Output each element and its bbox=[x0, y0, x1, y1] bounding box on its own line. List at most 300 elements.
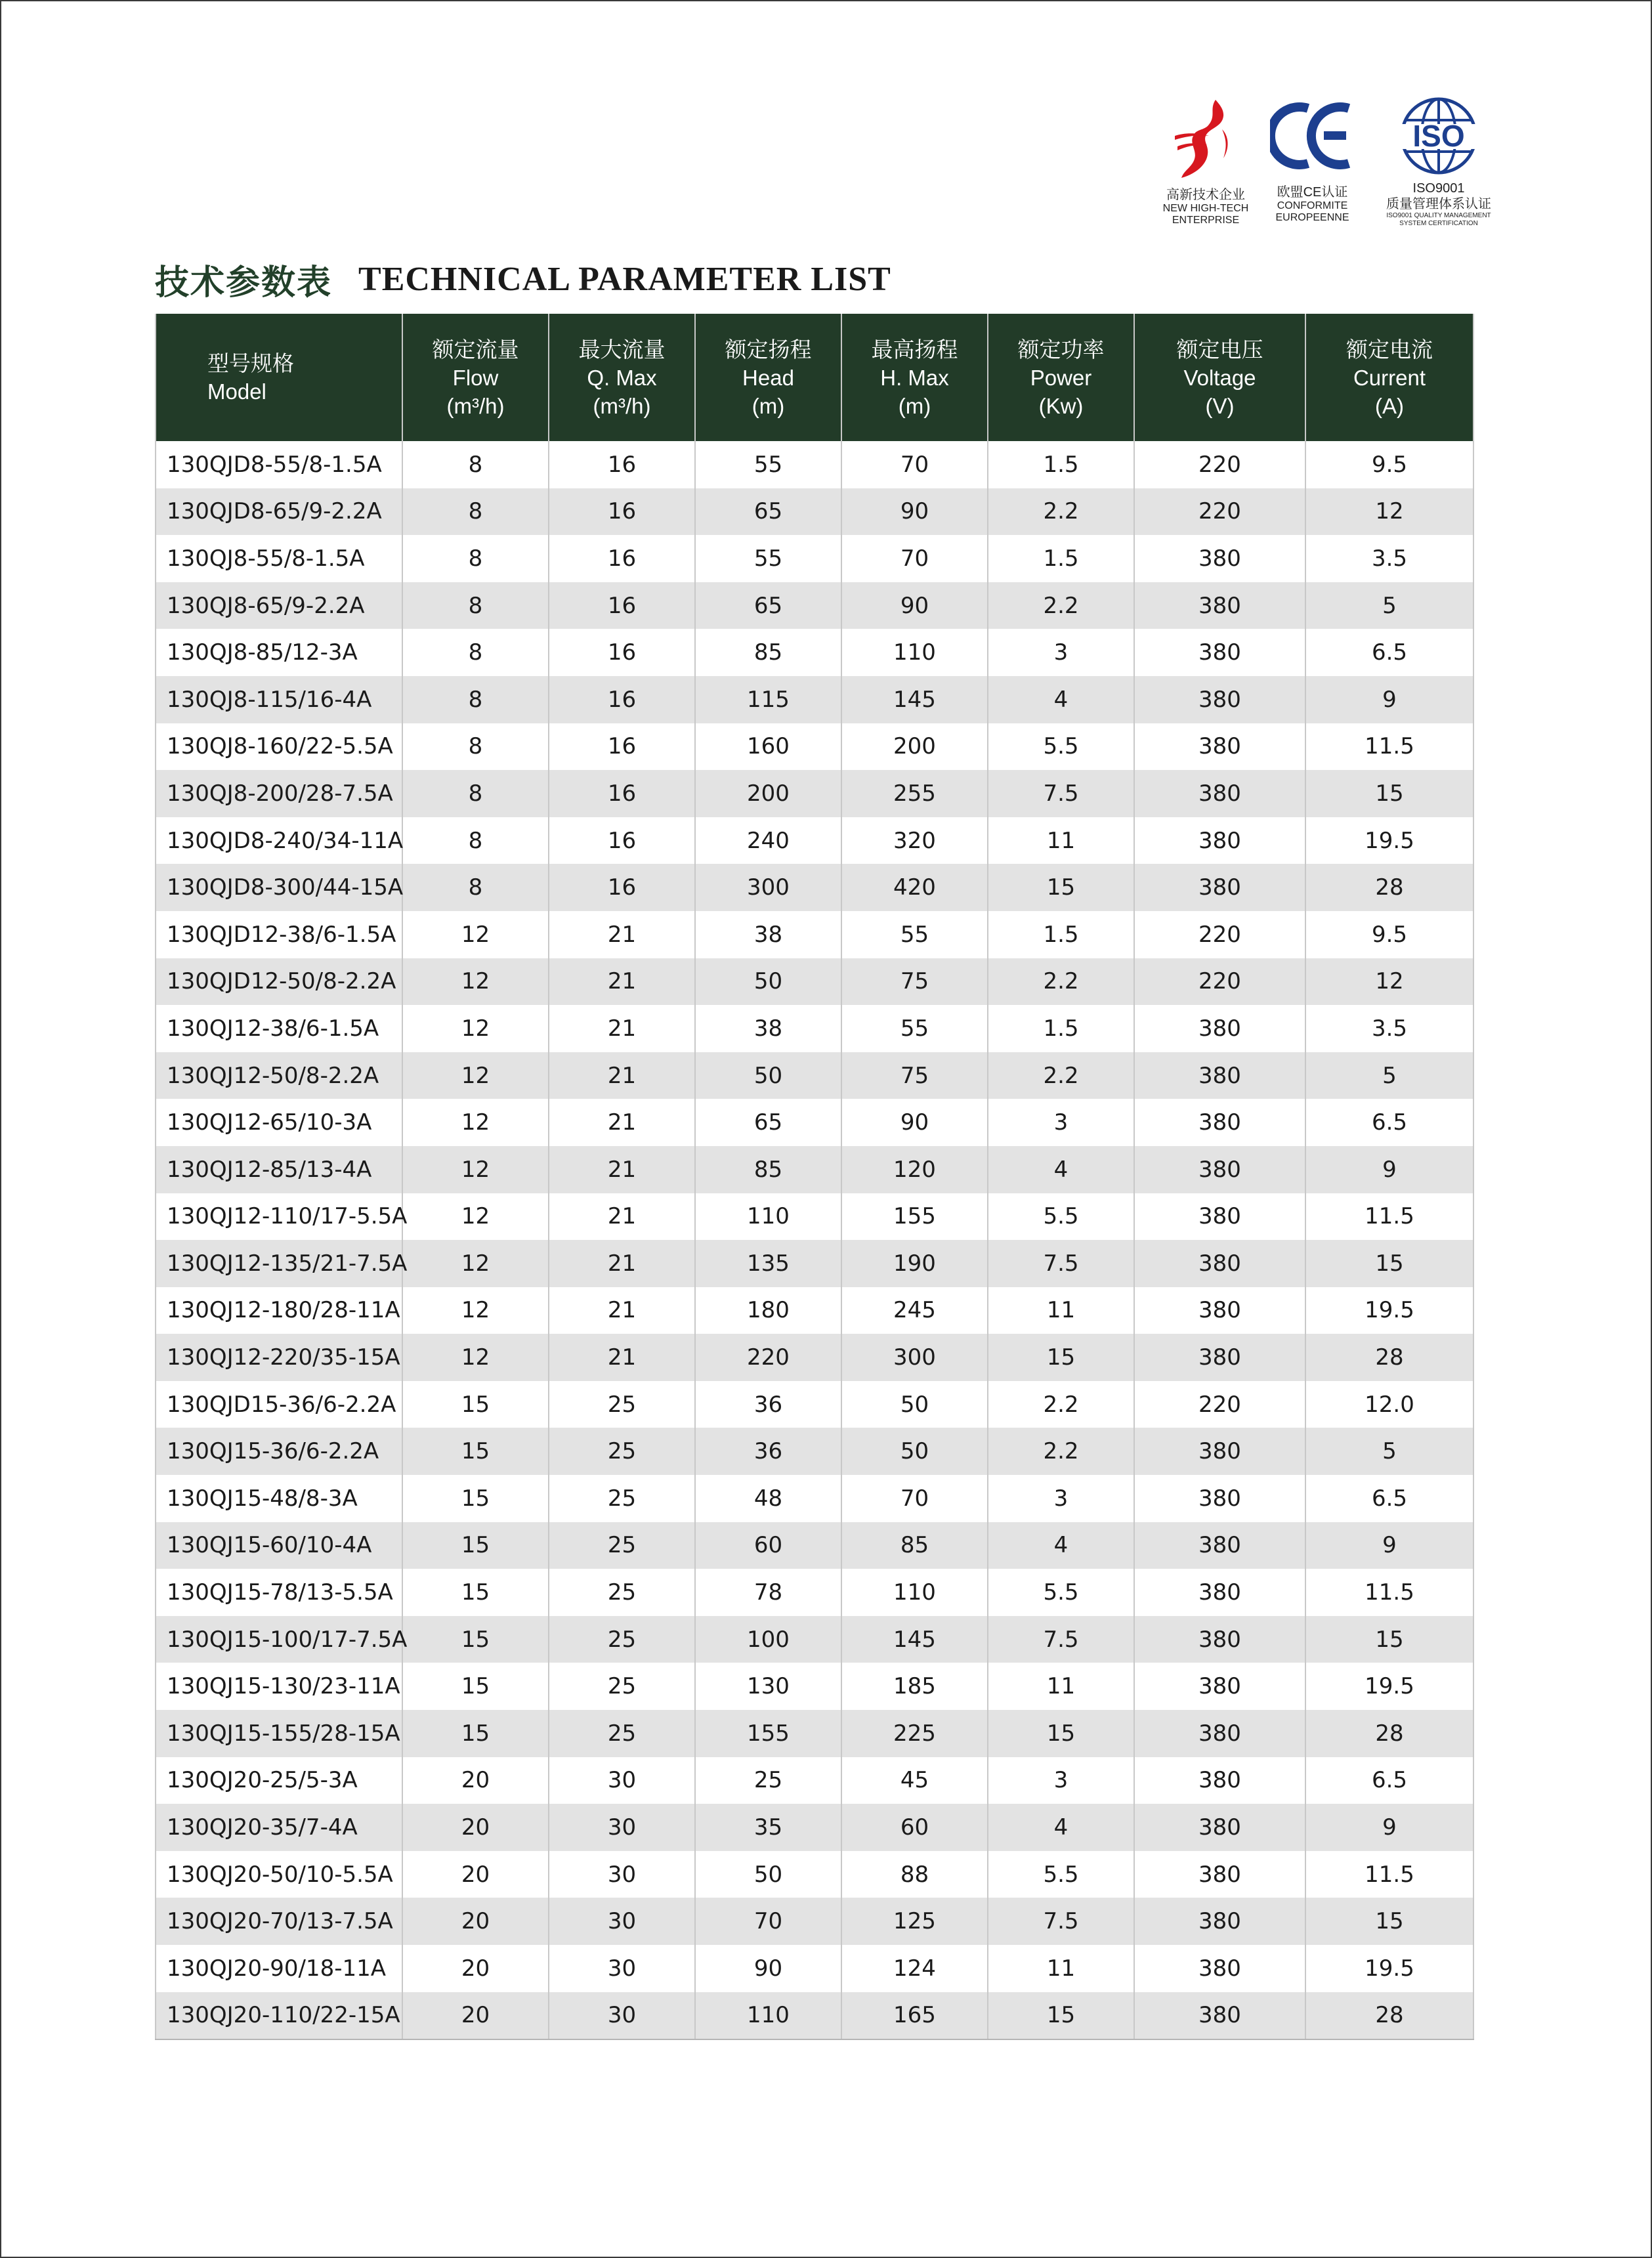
column-header-hmax bbox=[841, 314, 988, 441]
cell-flow: 12 bbox=[402, 1052, 549, 1099]
cell-qmax: 16 bbox=[549, 441, 695, 488]
table-header-row bbox=[156, 314, 1473, 441]
cell-model: 130QJ20-50/10-5.5A bbox=[156, 1851, 402, 1898]
cell-power: 7.5 bbox=[988, 1898, 1134, 1945]
cell-model: 130QJD8-65/9-2.2A bbox=[156, 488, 402, 536]
cell-voltage: 380 bbox=[1134, 770, 1305, 817]
cell-head: 55 bbox=[695, 535, 841, 582]
cell-model: 130QJ20-35/7-4A bbox=[156, 1804, 402, 1851]
cell-current: 9 bbox=[1305, 676, 1473, 723]
cell-qmax: 21 bbox=[549, 1005, 695, 1052]
cell-qmax: 21 bbox=[549, 958, 695, 1006]
table-row bbox=[156, 911, 1473, 958]
cell-hmax: 75 bbox=[841, 958, 988, 1006]
cell-hmax: 50 bbox=[841, 1381, 988, 1428]
cell-qmax: 30 bbox=[549, 1804, 695, 1851]
cell-flow: 20 bbox=[402, 1945, 549, 1992]
cell-voltage: 380 bbox=[1134, 1475, 1305, 1522]
cell-head: 110 bbox=[695, 1992, 841, 2040]
cell-flow: 12 bbox=[402, 1287, 549, 1334]
cell-head: 50 bbox=[695, 1052, 841, 1099]
cell-power: 3 bbox=[988, 1475, 1134, 1522]
cell-current: 11.5 bbox=[1305, 723, 1473, 771]
cell-power: 4 bbox=[988, 1146, 1134, 1193]
column-header-model bbox=[156, 314, 402, 441]
table-row bbox=[156, 1663, 1473, 1710]
cell-current: 6.5 bbox=[1305, 1099, 1473, 1146]
cell-current: 6.5 bbox=[1305, 1757, 1473, 1804]
cell-hmax: 90 bbox=[841, 488, 988, 536]
cell-head: 60 bbox=[695, 1522, 841, 1569]
column-header-hmax-cn: 最高扬程 bbox=[871, 337, 958, 362]
cell-flow: 8 bbox=[402, 535, 549, 582]
cell-head: 38 bbox=[695, 1005, 841, 1052]
table-row bbox=[156, 1146, 1473, 1193]
cell-model: 130QJ20-90/18-11A bbox=[156, 1945, 402, 1992]
column-header-current bbox=[1305, 314, 1473, 441]
cell-head: 50 bbox=[695, 1851, 841, 1898]
column-header-flow-en: Flow bbox=[452, 365, 499, 390]
cell-power: 5.5 bbox=[988, 1569, 1134, 1616]
cell-model: 130QJ8-55/8-1.5A bbox=[156, 535, 402, 582]
cell-model: 130QJ12-38/6-1.5A bbox=[156, 1005, 402, 1052]
iso-caption-en-1: ISO9001 QUALITY MANAGEMENT bbox=[1386, 212, 1491, 219]
table-row bbox=[156, 1240, 1473, 1287]
cell-head: 38 bbox=[695, 911, 841, 958]
cell-head: 300 bbox=[695, 864, 841, 911]
iso-logo bbox=[1376, 96, 1501, 228]
column-header-head-cn: 额定扬程 bbox=[725, 337, 812, 362]
cell-head: 70 bbox=[695, 1898, 841, 1945]
cell-flow: 12 bbox=[402, 1146, 549, 1193]
cell-hmax: 55 bbox=[841, 911, 988, 958]
cell-current: 28 bbox=[1305, 1334, 1473, 1381]
table-row bbox=[156, 1005, 1473, 1052]
cell-head: 50 bbox=[695, 958, 841, 1006]
cell-head: 65 bbox=[695, 488, 841, 536]
cell-model: 130QJ8-160/22-5.5A bbox=[156, 723, 402, 771]
cell-flow: 8 bbox=[402, 441, 549, 488]
cell-flow: 12 bbox=[402, 1005, 549, 1052]
cell-current: 11.5 bbox=[1305, 1851, 1473, 1898]
hitech-caption-cn: 高新技术企业 bbox=[1166, 188, 1245, 202]
cell-flow: 12 bbox=[402, 958, 549, 1006]
table-row bbox=[156, 1945, 1473, 1992]
cell-qmax: 30 bbox=[549, 1757, 695, 1804]
cell-model: 130QJ8-85/12-3A bbox=[156, 629, 402, 676]
cell-voltage: 380 bbox=[1134, 582, 1305, 629]
page-title bbox=[155, 256, 891, 302]
cell-current: 6.5 bbox=[1305, 1475, 1473, 1522]
cell-hmax: 50 bbox=[841, 1428, 988, 1475]
cell-hmax: 120 bbox=[841, 1146, 988, 1193]
cell-hmax: 70 bbox=[841, 535, 988, 582]
cell-power: 5.5 bbox=[988, 1193, 1134, 1241]
cell-power: 11 bbox=[988, 1287, 1134, 1334]
cell-head: 130 bbox=[695, 1663, 841, 1710]
iso-globe-icon bbox=[1396, 96, 1481, 175]
cell-flow: 15 bbox=[402, 1710, 549, 1757]
cell-qmax: 25 bbox=[549, 1569, 695, 1616]
cell-model: 130QJD15-36/6-2.2A bbox=[156, 1381, 402, 1428]
cell-current: 19.5 bbox=[1305, 1287, 1473, 1334]
cell-power: 11 bbox=[988, 1945, 1134, 1992]
cell-voltage: 380 bbox=[1134, 1522, 1305, 1569]
cell-qmax: 21 bbox=[549, 911, 695, 958]
cell-flow: 15 bbox=[402, 1475, 549, 1522]
table-row bbox=[156, 1287, 1473, 1334]
column-header-qmax-en: Q. Max bbox=[587, 365, 657, 390]
cell-head: 48 bbox=[695, 1475, 841, 1522]
cell-model: 130QJ15-36/6-2.2A bbox=[156, 1428, 402, 1475]
cell-qmax: 30 bbox=[549, 1992, 695, 2040]
cell-model: 130QJD8-240/34-11A bbox=[156, 817, 402, 864]
cell-voltage: 380 bbox=[1134, 1005, 1305, 1052]
hitech-caption-en-1: NEW HIGH-TECH bbox=[1162, 203, 1249, 214]
cell-model: 130QJ8-65/9-2.2A bbox=[156, 582, 402, 629]
ce-logo bbox=[1265, 96, 1360, 224]
column-header-flow-cn: 额定流量 bbox=[432, 337, 519, 362]
cell-hmax: 110 bbox=[841, 629, 988, 676]
cell-flow: 8 bbox=[402, 676, 549, 723]
cell-power: 1.5 bbox=[988, 535, 1134, 582]
cell-head: 36 bbox=[695, 1381, 841, 1428]
cell-flow: 12 bbox=[402, 1240, 549, 1287]
cell-head: 160 bbox=[695, 723, 841, 771]
column-header-head-en: Head bbox=[742, 365, 794, 390]
cell-current: 6.5 bbox=[1305, 629, 1473, 676]
cell-head: 55 bbox=[695, 441, 841, 488]
cell-qmax: 16 bbox=[549, 864, 695, 911]
cell-qmax: 25 bbox=[549, 1663, 695, 1710]
cell-hmax: 155 bbox=[841, 1193, 988, 1241]
cell-head: 90 bbox=[695, 1945, 841, 1992]
table-row bbox=[156, 441, 1473, 488]
column-header-voltage-en: Voltage bbox=[1183, 365, 1256, 390]
cell-qmax: 21 bbox=[549, 1240, 695, 1287]
cell-current: 19.5 bbox=[1305, 1945, 1473, 1992]
cell-qmax: 25 bbox=[549, 1428, 695, 1475]
cell-flow: 15 bbox=[402, 1522, 549, 1569]
cell-model: 130QJ15-100/17-7.5A bbox=[156, 1616, 402, 1663]
table-row bbox=[156, 723, 1473, 771]
cell-hmax: 200 bbox=[841, 723, 988, 771]
cell-model: 130QJ12-220/35-15A bbox=[156, 1334, 402, 1381]
cell-qmax: 16 bbox=[549, 770, 695, 817]
column-header-current-en: Current bbox=[1353, 365, 1426, 390]
column-header-power-unit: (Kw) bbox=[1038, 393, 1084, 418]
cell-current: 5 bbox=[1305, 1428, 1473, 1475]
table-row bbox=[156, 1804, 1473, 1851]
cell-current: 9 bbox=[1305, 1146, 1473, 1193]
cell-power: 2.2 bbox=[988, 1052, 1134, 1099]
cell-power: 2.2 bbox=[988, 488, 1134, 536]
cell-power: 7.5 bbox=[988, 1240, 1134, 1287]
cell-voltage: 380 bbox=[1134, 864, 1305, 911]
cell-voltage: 380 bbox=[1134, 1146, 1305, 1193]
cell-current: 19.5 bbox=[1305, 1663, 1473, 1710]
cell-qmax: 21 bbox=[549, 1099, 695, 1146]
cell-hmax: 90 bbox=[841, 1099, 988, 1146]
cell-voltage: 220 bbox=[1134, 958, 1305, 1006]
cell-hmax: 70 bbox=[841, 1475, 988, 1522]
cell-current: 9.5 bbox=[1305, 911, 1473, 958]
cell-voltage: 380 bbox=[1134, 1052, 1305, 1099]
cell-hmax: 85 bbox=[841, 1522, 988, 1569]
cell-flow: 8 bbox=[402, 864, 549, 911]
cell-current: 15 bbox=[1305, 770, 1473, 817]
cell-power: 4 bbox=[988, 1522, 1134, 1569]
cell-voltage: 220 bbox=[1134, 911, 1305, 958]
cell-current: 28 bbox=[1305, 864, 1473, 911]
cell-current: 28 bbox=[1305, 1992, 1473, 2040]
table-row bbox=[156, 676, 1473, 723]
cell-hmax: 124 bbox=[841, 1945, 988, 1992]
cell-flow: 20 bbox=[402, 1757, 549, 1804]
cell-hmax: 145 bbox=[841, 1616, 988, 1663]
cell-power: 4 bbox=[988, 1804, 1134, 1851]
ce-caption-cn: 欧盟CE认证 bbox=[1277, 185, 1348, 200]
cell-model: 130QJ15-130/23-11A bbox=[156, 1663, 402, 1710]
cell-voltage: 380 bbox=[1134, 1992, 1305, 2040]
cell-hmax: 300 bbox=[841, 1334, 988, 1381]
table-row bbox=[156, 1992, 1473, 2040]
cell-flow: 8 bbox=[402, 582, 549, 629]
cell-qmax: 16 bbox=[549, 582, 695, 629]
iso-caption-top: ISO9001 bbox=[1412, 181, 1465, 196]
cell-qmax: 16 bbox=[549, 488, 695, 536]
cell-head: 155 bbox=[695, 1710, 841, 1757]
table-row bbox=[156, 1616, 1473, 1663]
table-row bbox=[156, 629, 1473, 676]
cell-model: 130QJD8-55/8-1.5A bbox=[156, 441, 402, 488]
ce-caption-en-2: EUROPEENNE bbox=[1275, 212, 1349, 223]
cell-power: 3 bbox=[988, 1757, 1134, 1804]
cell-current: 3.5 bbox=[1305, 535, 1473, 582]
table-row bbox=[156, 1099, 1473, 1146]
cell-power: 1.5 bbox=[988, 1005, 1134, 1052]
cell-qmax: 16 bbox=[549, 723, 695, 771]
cell-power: 1.5 bbox=[988, 911, 1134, 958]
cell-qmax: 21 bbox=[549, 1052, 695, 1099]
cell-power: 15 bbox=[988, 1992, 1134, 2040]
table-row bbox=[156, 1522, 1473, 1569]
cell-head: 180 bbox=[695, 1287, 841, 1334]
cell-head: 85 bbox=[695, 629, 841, 676]
table-body bbox=[156, 441, 1473, 2039]
cell-voltage: 380 bbox=[1134, 723, 1305, 771]
cell-qmax: 16 bbox=[549, 817, 695, 864]
cell-head: 110 bbox=[695, 1193, 841, 1241]
cell-voltage: 380 bbox=[1134, 1945, 1305, 1992]
cell-model: 130QJ12-110/17-5.5A bbox=[156, 1193, 402, 1241]
cell-power: 2.2 bbox=[988, 582, 1134, 629]
table-row bbox=[156, 1428, 1473, 1475]
cell-voltage: 380 bbox=[1134, 1334, 1305, 1381]
cell-hmax: 420 bbox=[841, 864, 988, 911]
cell-power: 3 bbox=[988, 1099, 1134, 1146]
cell-model: 130QJ12-65/10-3A bbox=[156, 1099, 402, 1146]
cell-voltage: 380 bbox=[1134, 1099, 1305, 1146]
cell-current: 15 bbox=[1305, 1616, 1473, 1663]
cell-voltage: 380 bbox=[1134, 1287, 1305, 1334]
cell-voltage: 380 bbox=[1134, 1804, 1305, 1851]
cell-power: 15 bbox=[988, 1334, 1134, 1381]
cell-power: 5.5 bbox=[988, 723, 1134, 771]
cell-model: 130QJ15-60/10-4A bbox=[156, 1522, 402, 1569]
column-header-hmax-unit: (m) bbox=[898, 393, 931, 418]
table-row bbox=[156, 1334, 1473, 1381]
table-row bbox=[156, 1381, 1473, 1428]
cell-hmax: 255 bbox=[841, 770, 988, 817]
iso-caption-en-2: SYSTEM CERTIFICATION bbox=[1399, 220, 1478, 227]
cell-qmax: 25 bbox=[549, 1381, 695, 1428]
cell-qmax: 25 bbox=[549, 1475, 695, 1522]
cell-power: 7.5 bbox=[988, 1616, 1134, 1663]
cell-current: 3.5 bbox=[1305, 1005, 1473, 1052]
column-header-qmax-unit: (m³/h) bbox=[593, 393, 651, 418]
cell-qmax: 16 bbox=[549, 629, 695, 676]
cell-voltage: 380 bbox=[1134, 676, 1305, 723]
cell-flow: 20 bbox=[402, 1804, 549, 1851]
cell-flow: 15 bbox=[402, 1381, 549, 1428]
cell-voltage: 380 bbox=[1134, 1569, 1305, 1616]
column-header-model-en: Model bbox=[207, 379, 266, 404]
table-row bbox=[156, 535, 1473, 582]
cell-head: 200 bbox=[695, 770, 841, 817]
cell-voltage: 220 bbox=[1134, 441, 1305, 488]
cell-voltage: 380 bbox=[1134, 1240, 1305, 1287]
cell-power: 15 bbox=[988, 864, 1134, 911]
cell-voltage: 380 bbox=[1134, 535, 1305, 582]
cell-voltage: 380 bbox=[1134, 1428, 1305, 1475]
cell-head: 65 bbox=[695, 582, 841, 629]
cell-hmax: 125 bbox=[841, 1898, 988, 1945]
cell-qmax: 21 bbox=[549, 1193, 695, 1241]
cell-hmax: 225 bbox=[841, 1710, 988, 1757]
cell-flow: 8 bbox=[402, 770, 549, 817]
cell-power: 5.5 bbox=[988, 1851, 1134, 1898]
table-row bbox=[156, 1052, 1473, 1099]
table-row bbox=[156, 770, 1473, 817]
cell-current: 9.5 bbox=[1305, 441, 1473, 488]
cell-current: 5 bbox=[1305, 582, 1473, 629]
cell-current: 11.5 bbox=[1305, 1193, 1473, 1241]
column-header-voltage-cn: 额定电压 bbox=[1176, 337, 1263, 362]
column-header-power-en: Power bbox=[1030, 365, 1092, 390]
cell-power: 2.2 bbox=[988, 958, 1134, 1006]
column-header-voltage-unit: (V) bbox=[1205, 393, 1235, 418]
cell-power: 2.2 bbox=[988, 1428, 1134, 1475]
cell-flow: 20 bbox=[402, 1898, 549, 1945]
table-row bbox=[156, 488, 1473, 536]
cell-voltage: 380 bbox=[1134, 817, 1305, 864]
cell-hmax: 60 bbox=[841, 1804, 988, 1851]
cell-current: 12.0 bbox=[1305, 1381, 1473, 1428]
cell-flow: 15 bbox=[402, 1569, 549, 1616]
page-title-en: TECHNICAL PARAMETER LIST bbox=[358, 260, 891, 298]
cell-power: 15 bbox=[988, 1710, 1134, 1757]
table-row bbox=[156, 1569, 1473, 1616]
page-title-cn: 技术参数表 bbox=[155, 262, 333, 303]
cell-head: 135 bbox=[695, 1240, 841, 1287]
hitech-logo bbox=[1150, 96, 1261, 226]
cell-qmax: 16 bbox=[549, 535, 695, 582]
cell-hmax: 88 bbox=[841, 1851, 988, 1898]
column-header-model-cn: 型号规格 bbox=[207, 351, 294, 375]
column-header-head-unit: (m) bbox=[752, 393, 785, 418]
cell-voltage: 380 bbox=[1134, 1898, 1305, 1945]
cell-voltage: 380 bbox=[1134, 629, 1305, 676]
cell-head: 115 bbox=[695, 676, 841, 723]
cell-qmax: 25 bbox=[549, 1616, 695, 1663]
cell-head: 220 bbox=[695, 1334, 841, 1381]
cell-power: 11 bbox=[988, 1663, 1134, 1710]
cell-hmax: 45 bbox=[841, 1757, 988, 1804]
table-row bbox=[156, 958, 1473, 1006]
cell-qmax: 30 bbox=[549, 1851, 695, 1898]
column-header-hmax-en: H. Max bbox=[880, 365, 949, 390]
cell-voltage: 380 bbox=[1134, 1663, 1305, 1710]
cell-model: 130QJ15-155/28-15A bbox=[156, 1710, 402, 1757]
cell-model: 130QJ20-110/22-15A bbox=[156, 1992, 402, 2040]
cell-power: 3 bbox=[988, 629, 1134, 676]
cell-flow: 12 bbox=[402, 1193, 549, 1241]
table-row bbox=[156, 1757, 1473, 1804]
cell-flow: 20 bbox=[402, 1851, 549, 1898]
column-header-current-cn: 额定电流 bbox=[1346, 337, 1433, 362]
cell-voltage: 380 bbox=[1134, 1757, 1305, 1804]
cell-current: 15 bbox=[1305, 1240, 1473, 1287]
cell-qmax: 16 bbox=[549, 676, 695, 723]
column-header-flow-unit: (m³/h) bbox=[446, 393, 505, 418]
column-header-flow bbox=[402, 314, 549, 441]
column-header-power bbox=[988, 314, 1134, 441]
table-row bbox=[156, 817, 1473, 864]
cell-hmax: 70 bbox=[841, 441, 988, 488]
cell-qmax: 25 bbox=[549, 1710, 695, 1757]
technical-parameter-table bbox=[155, 314, 1474, 2040]
cell-flow: 8 bbox=[402, 488, 549, 536]
cell-model: 130QJ8-200/28-7.5A bbox=[156, 770, 402, 817]
cell-current: 12 bbox=[1305, 958, 1473, 1006]
cell-voltage: 220 bbox=[1134, 488, 1305, 536]
iso-caption-cn: 质量管理体系认证 bbox=[1386, 197, 1491, 211]
cell-voltage: 380 bbox=[1134, 1616, 1305, 1663]
cell-qmax: 25 bbox=[549, 1522, 695, 1569]
cell-head: 85 bbox=[695, 1146, 841, 1193]
cell-head: 100 bbox=[695, 1616, 841, 1663]
table-row bbox=[156, 1475, 1473, 1522]
table-row bbox=[156, 582, 1473, 629]
cell-current: 15 bbox=[1305, 1898, 1473, 1945]
cell-flow: 8 bbox=[402, 817, 549, 864]
column-header-power-cn: 额定功率 bbox=[1017, 337, 1105, 362]
svg-text:ISO: ISO bbox=[1412, 119, 1465, 153]
cell-model: 130QJD12-50/8-2.2A bbox=[156, 958, 402, 1006]
cell-hmax: 185 bbox=[841, 1663, 988, 1710]
cell-head: 65 bbox=[695, 1099, 841, 1146]
cell-current: 9 bbox=[1305, 1804, 1473, 1851]
cell-model: 130QJD12-38/6-1.5A bbox=[156, 911, 402, 958]
hitech-caption-en-2: ENTERPRISE bbox=[1172, 215, 1240, 226]
cell-head: 36 bbox=[695, 1428, 841, 1475]
cell-head: 35 bbox=[695, 1804, 841, 1851]
cell-hmax: 110 bbox=[841, 1569, 988, 1616]
cell-qmax: 21 bbox=[549, 1146, 695, 1193]
cell-flow: 20 bbox=[402, 1992, 549, 2040]
cell-flow: 12 bbox=[402, 1334, 549, 1381]
